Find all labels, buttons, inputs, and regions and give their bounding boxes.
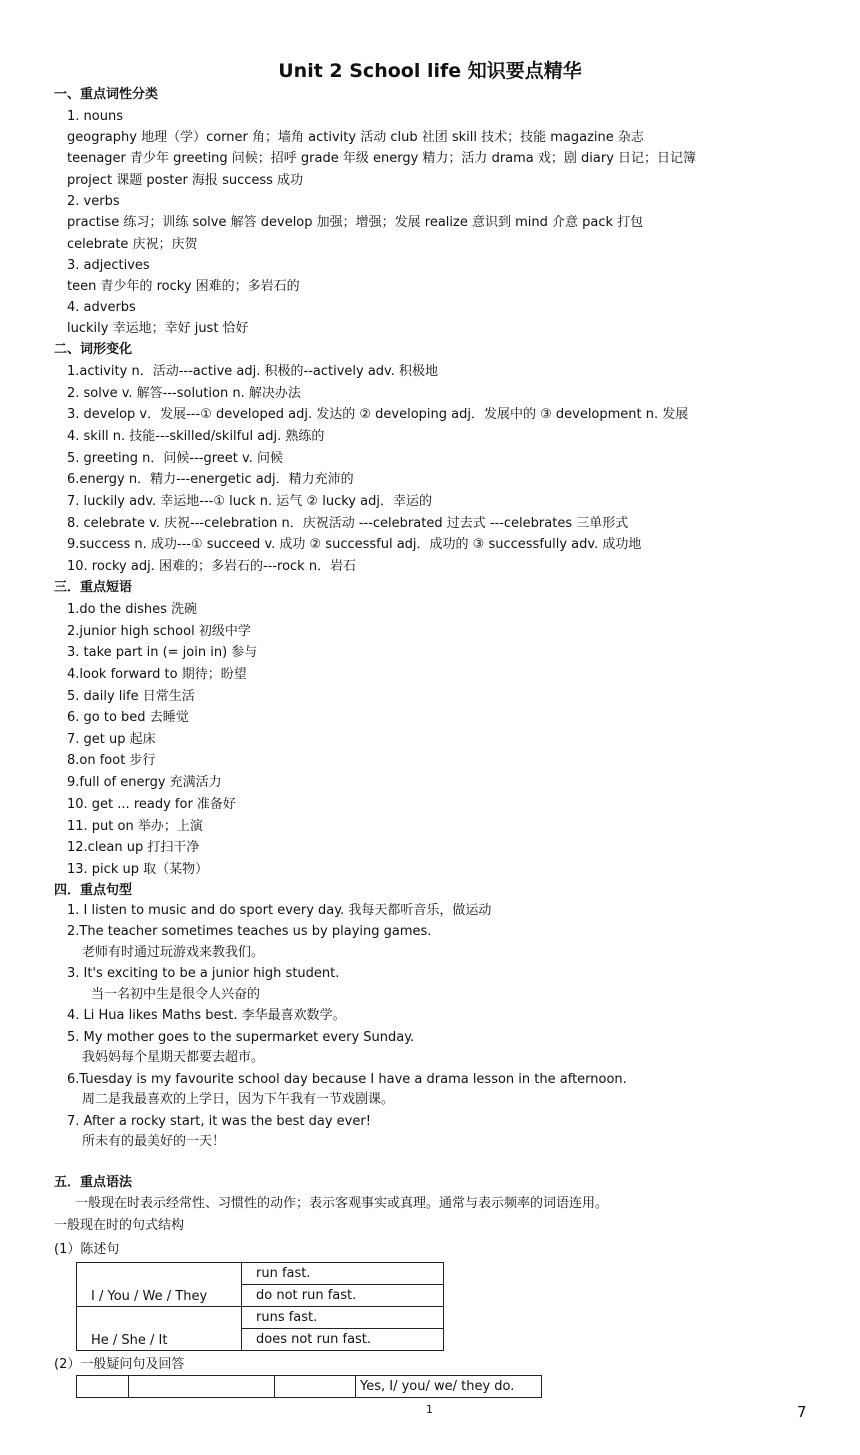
- section-heading: 三．重点短语: [54, 580, 133, 595]
- text-line: 4. adverbs: [67, 300, 136, 315]
- text-line: 4. skill n. 技能---skilled/skilful adj. 熟练的: [67, 429, 325, 444]
- section-heading: 一、重点词性分类: [54, 87, 159, 102]
- text-line: 9.success n. 成功---① succeed v. 成功 ② successful adj．成功的 ③ successfully adv. 成功地: [67, 537, 642, 552]
- text-line: 8. celebrate v. 庆祝---celebration n．庆祝活动 ---celebrated 过去式 ---celebrates 三单形式: [67, 516, 629, 531]
- text-line: 5. daily life 日常生活: [67, 689, 195, 704]
- text-line: 我妈妈每个星期天都要去超市。: [82, 1050, 265, 1065]
- section-heading: 五．重点语法: [54, 1175, 133, 1190]
- text-line: 5. My mother goes to the supermarket every Sunday.: [67, 1030, 415, 1045]
- text-line: 3. adjectives: [67, 258, 150, 273]
- text-line: 10. rocky adj. 困难的；多岩石的---rock n．岩石: [67, 559, 357, 574]
- affirmative-singular-cell: runs fast.: [242, 1307, 444, 1329]
- affirmative-plural-cell: run fast.: [242, 1263, 444, 1285]
- text-line: 7. After a rocky start, it was the best day ever!: [67, 1114, 371, 1129]
- statement-table: [76, 1262, 444, 1351]
- text-line: 4. Li Hua likes Maths best. 李华最喜欢数学。: [67, 1008, 346, 1023]
- text-line: 6. go to bed 去睡觉: [67, 710, 189, 725]
- text-line: 11. put on 举办；上演: [67, 819, 203, 834]
- page-title: Unit 2 School life 知识要点精华: [278, 60, 582, 82]
- text-line: 4.look forward to 期待；盼望: [67, 667, 247, 682]
- text-line: 周二是我最喜欢的上学日，因为下午我有一节戏剧课。: [82, 1092, 395, 1107]
- text-line: 1. I listen to music and do sport every day. 我每天都听音乐，做运动: [67, 903, 492, 918]
- section-heading: 四．重点句型: [54, 883, 133, 898]
- question-table: [76, 1375, 542, 1398]
- text-line: 5. greeting n．问候---greet v. 问候: [67, 451, 283, 466]
- text-line: teenager 青少年 greeting 问候；招呼 grade 年级 energy 精力；活力 drama 戏；剧 diary 日记；日记簿: [67, 151, 697, 166]
- text-line: 7. luckily adv. 幸运地---① luck n. 运气 ② lucky adj．幸运的: [67, 494, 432, 509]
- text-line: 8.on foot 步行: [67, 753, 156, 768]
- answer-cell: Yes, I/ you/ we/ they do.: [356, 1376, 542, 1398]
- text-line: 2. solve v. 解答---solution n. 解决办法: [67, 386, 301, 401]
- text-line: 1. nouns: [67, 109, 123, 124]
- section-heading: 二、词形变化: [54, 342, 133, 357]
- text-line: 一般现在时的句式结构: [54, 1218, 185, 1233]
- text-line: 3. It's exciting to be a junior high student.: [67, 966, 340, 981]
- text-line: 3. develop v．发展---① developed adj. 发达的 ② developing adj．发展中的 ③ development n. 发展: [67, 407, 689, 422]
- corner-number: 7: [797, 1403, 807, 1421]
- page-number: 1: [426, 1403, 433, 1416]
- text-line: (1）陈述句: [54, 1242, 120, 1257]
- text-line: 2. verbs: [67, 194, 120, 209]
- text-line: 10. get ... ready for 准备好: [67, 797, 236, 812]
- text-line: teen 青少年的 rocky 困难的；多岩石的: [67, 279, 300, 294]
- question-cell-3: [275, 1376, 356, 1398]
- text-line: 1.do the dishes 洗碗: [67, 602, 197, 617]
- question-cell-2: [129, 1376, 275, 1398]
- question-heading: (2）一般疑问句及回答: [54, 1357, 185, 1372]
- subject-singular-cell: He / She / It: [77, 1307, 242, 1351]
- text-line: 所未有的最美好的一天！: [82, 1134, 226, 1149]
- text-line: 3. take part in (= join in) 参与: [67, 645, 258, 660]
- text-line: 1.activity n．活动---active adj. 积极的--actively adv. 积极地: [67, 364, 439, 379]
- text-line: 6.energy n．精力---energetic adj．精力充沛的: [67, 472, 354, 487]
- text-line: 9.full of energy 充满活力: [67, 775, 222, 790]
- negative-singular-cell: does not run fast.: [242, 1329, 444, 1351]
- text-line: project 课题 poster 海报 success 成功: [67, 173, 304, 188]
- text-line: 2.junior high school 初级中学: [67, 624, 251, 639]
- text-line: 13. pick up 取（某物）: [67, 862, 209, 877]
- text-line: 7. get up 起床: [67, 732, 156, 747]
- text-line: 2.The teacher sometimes teaches us by playing games.: [67, 924, 432, 939]
- subject-plural-cell: I / You / We / They: [77, 1263, 242, 1307]
- question-cell-1: [77, 1376, 129, 1398]
- text-line: geography 地理（学）corner 角；墙角 activity 活动 club 社团 skill 技术；技能 magazine 杂志: [67, 130, 644, 145]
- text-line: 一般现在时表示经常性、习惯性的动作；表示客观事实或真理。通常与表示频率的词语连用。: [75, 1196, 609, 1211]
- text-line: 老师有时通过玩游戏来教我们。: [82, 945, 265, 960]
- text-line: celebrate 庆祝；庆贺: [67, 237, 198, 252]
- text-line: luckily 幸运地；幸好 just 恰好: [67, 321, 249, 336]
- text-line: 12.clean up 打扫干净: [67, 840, 200, 855]
- text-line: 当一名初中生是很令人兴奋的: [91, 987, 261, 1002]
- negative-plural-cell: do not run fast.: [242, 1285, 444, 1307]
- text-line: 6.Tuesday is my favourite school day because I have a drama lesson in the afternoon.: [67, 1072, 627, 1087]
- text-line: practise 练习；训练 solve 解答 develop 加强；增强；发展 realize 意识到 mind 介意 pack 打包: [67, 215, 644, 230]
